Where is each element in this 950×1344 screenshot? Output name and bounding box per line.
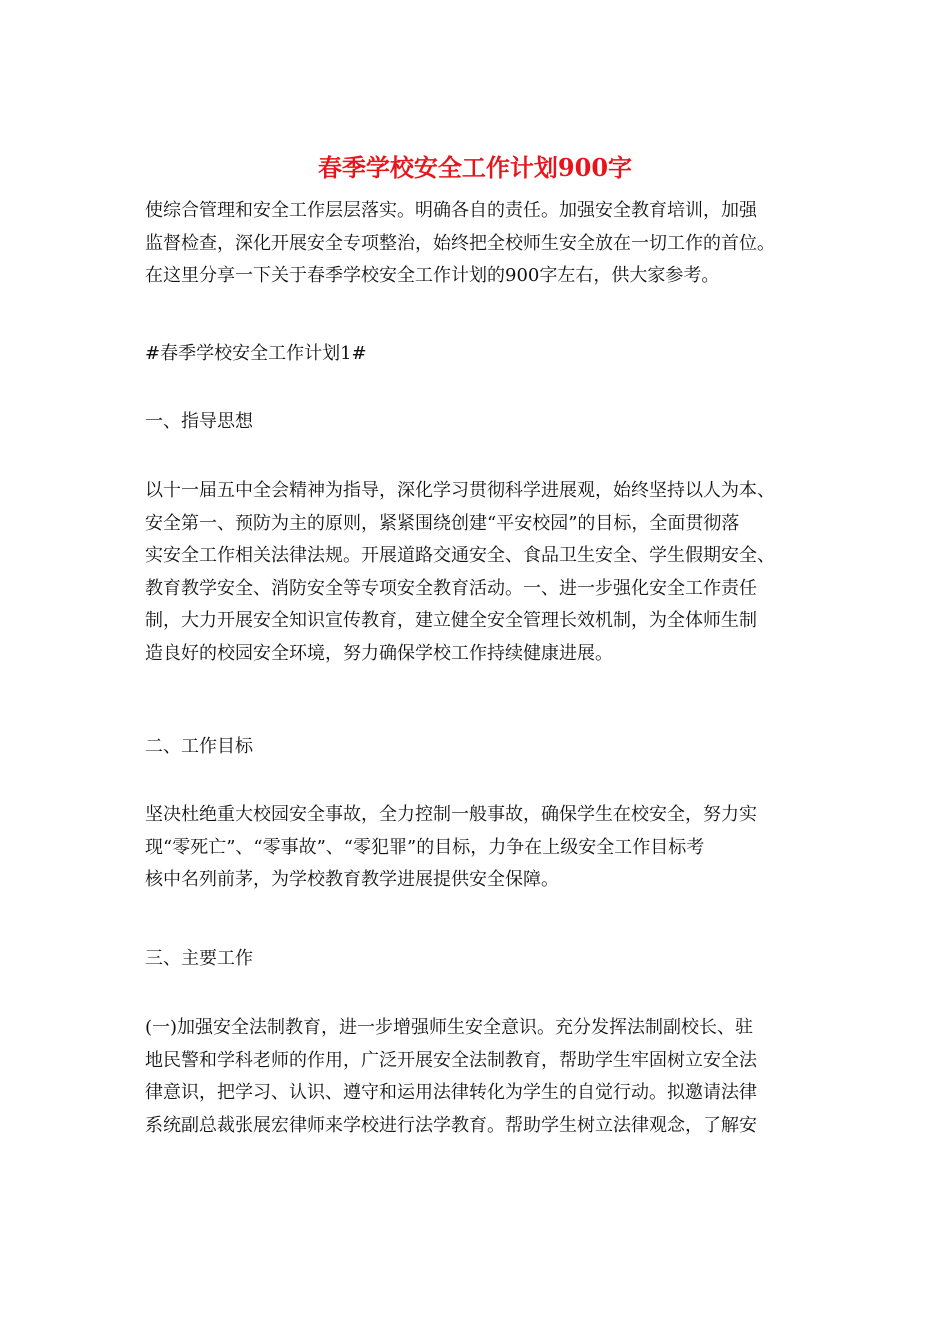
text-line: 律意识，把学习、认识、遵守和运用法律转化为学生的自觉行动。拟邀请法律 (145, 1082, 757, 1104)
text-line: 坚决杜绝重大校园安全事故，全力控制一般事故，确保学生在校安全，努力实 (145, 804, 757, 825)
text-line: 核中名列前茅，为学校教育教学进展提供安全保障。 (145, 869, 559, 891)
text-line: 三、主要工作 (145, 948, 253, 969)
text-line: 使综合管理和安全工作层层落实。明确各自的责任。加强安全教育培训，加强 (145, 200, 757, 221)
document-title: 春季学校安全工作计划900字 (317, 153, 633, 182)
text-line: 二、工作目标 (145, 736, 253, 757)
text-line: 现“零死亡”、“零事故”、“零犯罪”的目标，力争在上级安全工作目标考 (145, 836, 705, 858)
intro-paragraph (145, 195, 815, 293)
text-line: 在这里分享一下关于春季学校安全工作计划的900字左右，供大家参考。 (145, 265, 720, 287)
text-line: 系统副总裁张展宏律师来学校进行法学教育。帮助学生树立法律观念，了解安 (145, 1114, 757, 1136)
text-line: 造良好的校园安全环境，努力确保学校工作持续健康进展。 (145, 642, 613, 664)
section-1-heading (145, 406, 815, 439)
text-line: #春季学校安全工作计划1# (145, 343, 367, 364)
text-line: 以十一届五中全会精神为指导，深化学习贯彻科学进展观，始终坚持以人为本、 (145, 480, 775, 501)
text-line: 实安全工作相关法律法规。开展道路交通安全、食品卫生安全、学生假期安全、 (145, 545, 775, 567)
section-1-paragraph (145, 475, 815, 671)
plan-heading (145, 338, 815, 371)
text-line: 教育教学安全、消防安全等专项安全教育活动。一、进一步强化安全工作责任 (145, 577, 757, 599)
section-2-paragraph (145, 799, 815, 897)
text-line: (一)加强安全法制教育，进一步增强师生安全意识。充分发挥法制副校长、驻 (145, 1017, 754, 1038)
section-2-heading (145, 731, 815, 764)
section-3-paragraph (145, 1012, 815, 1142)
section-3-heading (145, 943, 815, 976)
text-line: 地民警和学科老师的作用，广泛开展安全法制教育，帮助学生牢固树立安全法 (145, 1049, 757, 1071)
text-line: 制，大力开展安全知识宣传教育，建立健全安全管理长效机制，为全体师生制 (145, 610, 757, 632)
text-line: 安全第一、预防为主的原则，紧紧围绕创建“平安校园”的目标，全面贯彻落 (145, 512, 740, 534)
text-line: 监督检查，深化开展安全专项整治，始终把全校师生安全放在一切工作的首位。 (145, 232, 775, 254)
text-line: 一、指导思想 (145, 411, 253, 432)
